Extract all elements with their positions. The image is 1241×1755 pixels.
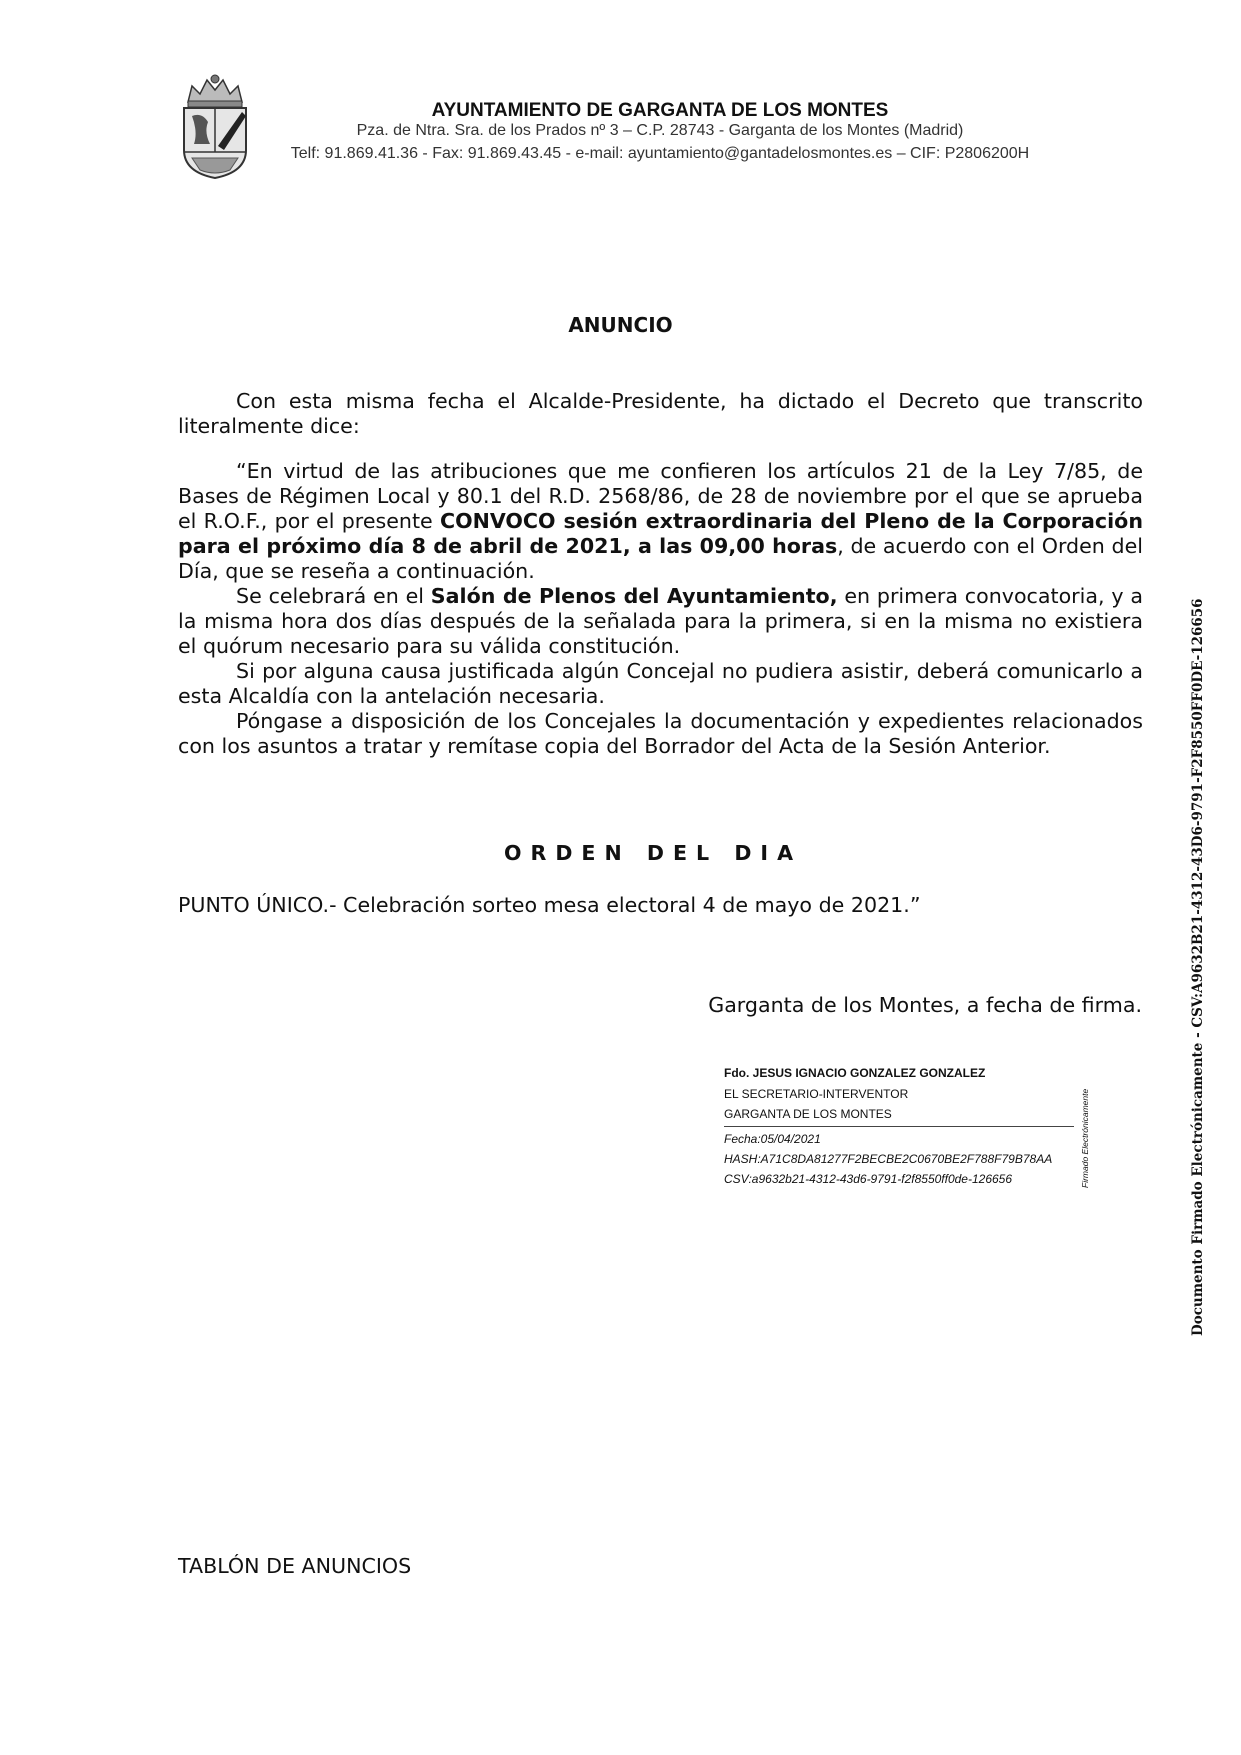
signature-stamp: Firmado Electrónicamente bbox=[1080, 1088, 1090, 1188]
intro-text: Con esta misma fecha el Alcalde-Presidente, ha dictado el Decreto que transcrito literalmente dice: bbox=[178, 389, 1143, 438]
decree-p2-text-b: en primera convocatoria, y a la misma hora dos días después de la señalada para la primera, si en la misma no existiera el quórum necesario para su válida constitución. bbox=[178, 584, 1143, 658]
side-verification-stamp: Documento Firmado Electrónicamente - CSV:A9632B21-4312-43D6-9791-F2F8550FF0DE-126656 bbox=[1190, 598, 1206, 1336]
signature-divider bbox=[724, 1126, 1074, 1127]
intro-paragraph bbox=[178, 389, 1143, 439]
signer-name: Fdo. JESUS IGNACIO GONZALEZ GONZALEZ bbox=[724, 1066, 986, 1080]
place-date: Garganta de los Montes, a fecha de firma. bbox=[708, 993, 1142, 1017]
header-address: Pza. de Ntra. Sra. de los Prados nº 3 – C.P. 28743 - Garganta de los Montes (Madrid) bbox=[356, 122, 964, 139]
decree-p2-text-a: Se celebrará en el bbox=[236, 584, 431, 608]
header-contact: Telf: 91.869.41.36 - Fax: 91.869.43.45 - e-mail: ayuntamiento@gantadelosmontes.es – CIF: P2806200H bbox=[290, 145, 1030, 162]
decree-paragraph-2 bbox=[178, 584, 1143, 659]
signature-hash: HASH:A71C8DA81277F2BECBE2C0670BE2F788F79B78AA bbox=[724, 1152, 1053, 1166]
decree-p1-text-b: , de acuerdo con el Orden del Día, que se reseña a continuación. bbox=[178, 534, 1143, 583]
signature-csv: CSV:a9632b21-4312-43d6-9791-f2f8550ff0de-126656 bbox=[724, 1172, 1013, 1186]
decree-paragraph-4: Póngase a disposición de los Concejales la documentación y expedientes relacionados con los asuntos a tratar y remítase copia del Borrador del Acta de la Sesión Anterior. bbox=[178, 709, 1143, 758]
footer-label: TABLÓN DE ANUNCIOS bbox=[178, 1554, 412, 1578]
header-title: AYUNTAMIENTO DE GARGANTA DE LOS MONTES bbox=[431, 100, 889, 121]
signer-organization: GARGANTA DE LOS MONTES bbox=[724, 1107, 892, 1121]
document-title: ANUNCIO bbox=[568, 313, 673, 337]
agenda-heading: ORDEN DEL DIA bbox=[503, 841, 803, 865]
decree-text bbox=[178, 459, 1143, 759]
signature-date: Fecha:05/04/2021 bbox=[724, 1132, 821, 1146]
decree-paragraph-3: Si por alguna causa justificada algún Concejal no pudiera asistir, deberá comunicarlo a esta Alcaldía con la antelación necesaria. bbox=[178, 659, 1143, 708]
decree-p2-bold: Salón de Plenos del Ayuntamiento, bbox=[430, 584, 838, 608]
signer-role: EL SECRETARIO-INTERVENTOR bbox=[724, 1087, 909, 1101]
decree-p1-bold: CONVOCO sesión extraordinaria del Pleno de la Corporación para el próximo día 8 de abril de 2021, a las 09,00 horas bbox=[178, 509, 1143, 558]
coat-of-arms-icon bbox=[180, 72, 250, 180]
decree-p1-text-a: “En virtud de las atribuciones que me confieren los artículos 21 de la Ley 7/85, de Bases de Régimen Local y 80.1 del R.D. 2568/86, de 28 de noviembre por el que se aprueba el R.O.F., por el presente bbox=[178, 459, 1143, 533]
agenda-item: PUNTO ÚNICO.- Celebración sorteo mesa electoral 4 de mayo de 2021.” bbox=[178, 893, 921, 917]
decree-paragraph-1 bbox=[178, 459, 1143, 584]
